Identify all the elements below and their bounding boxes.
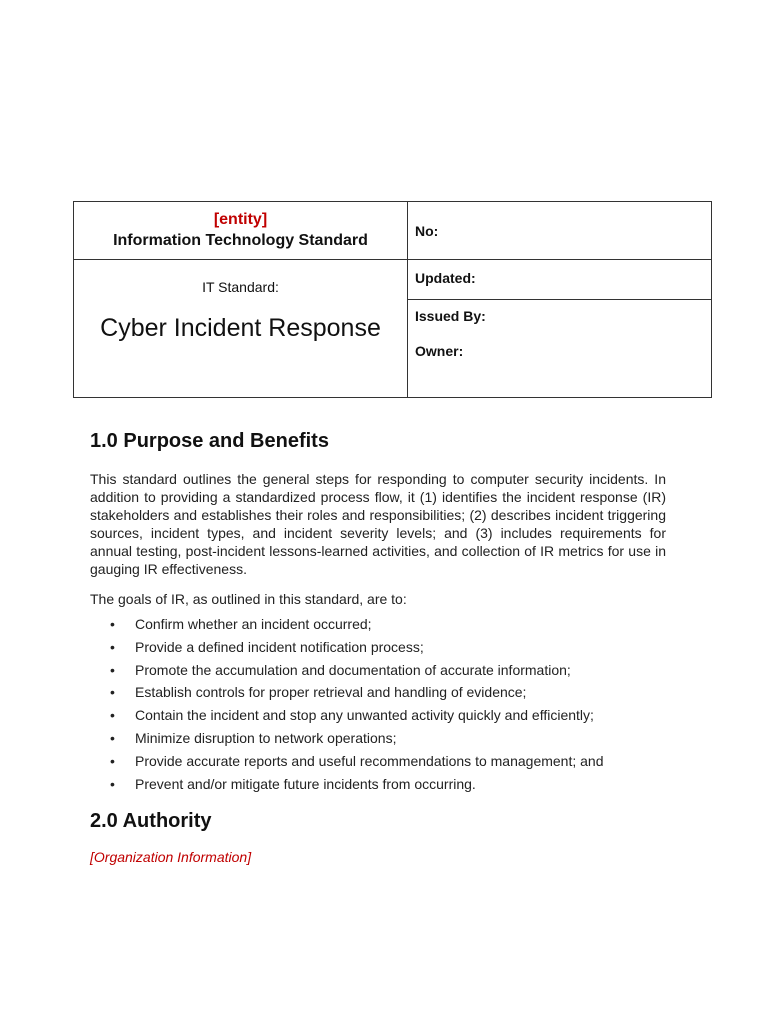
standard-kind-label: IT Standard xyxy=(202,279,275,295)
entity-placeholder: [entity] xyxy=(213,211,268,228)
list-item: • Establish controls for proper retrieval and handling of evidence; xyxy=(110,684,527,701)
list-item: • Prevent and/or mitigate future incidents from occurring. xyxy=(110,775,476,792)
list-item: • Provide a defined incident notification process; xyxy=(110,638,424,655)
bullet-icon: • xyxy=(110,616,115,632)
goals-intro: The goals of IR, as outlined in this standard, are to: xyxy=(90,591,407,607)
updated-cell xyxy=(408,260,711,300)
standard-cell xyxy=(74,260,408,397)
standard-kind xyxy=(74,279,407,295)
owner-label: Owner: xyxy=(415,343,464,359)
list-item: • Promote the accumulation and documentation of accurate information; xyxy=(110,661,571,678)
standard-kind-colon: : xyxy=(275,279,279,295)
list-item: • Confirm whether an incident occurred; xyxy=(110,616,372,632)
bullet-icon: • xyxy=(110,707,115,724)
list-item: • Provide accurate reports and useful recommendations to management; and xyxy=(110,752,604,769)
bullet-icon: • xyxy=(110,729,115,746)
list-item: • Contain the incident and stop any unwanted activity quickly and efficiently; xyxy=(110,707,594,724)
standard-title: Cyber Incident Response xyxy=(100,314,381,342)
issued-owner-cell xyxy=(408,300,711,397)
number-cell xyxy=(408,202,711,260)
purpose-paragraph: This standard outlines the general steps for responding to computer security incidents. In addition to providing a standardized process flow, it (1) identifies the incident response (IR) stakeholders and establishes their roles and responsibilities; (2) describes incident triggering sources, incident types, and incident severity levels; and (3) includes requirements for annual testing, post-incident lessons-learned activities, and collection of IR metrics for use in gauging IR effectiveness. xyxy=(90,471,666,577)
bullet-icon: • xyxy=(110,661,115,678)
updated-label: Updated: xyxy=(415,270,476,286)
list-item: • Minimize disruption to network operations; xyxy=(110,729,397,746)
number-label: No: xyxy=(415,223,439,239)
issued-by-label: Issued By: xyxy=(415,308,486,324)
bullet-icon: • xyxy=(110,638,115,655)
entity-title: Information Technology Standard xyxy=(113,232,368,249)
authority-heading: 2.0 Authority xyxy=(90,810,212,832)
bullet-icon: • xyxy=(110,775,115,792)
purpose-heading: 1.0 Purpose and Benefits xyxy=(90,430,329,452)
bullet-icon: • xyxy=(110,752,115,769)
document-header-table xyxy=(73,201,712,398)
goals-list xyxy=(90,615,690,797)
entity-cell xyxy=(74,202,408,260)
organization-info-placeholder: [Organization Information] xyxy=(90,849,252,865)
bullet-icon: • xyxy=(110,684,115,701)
